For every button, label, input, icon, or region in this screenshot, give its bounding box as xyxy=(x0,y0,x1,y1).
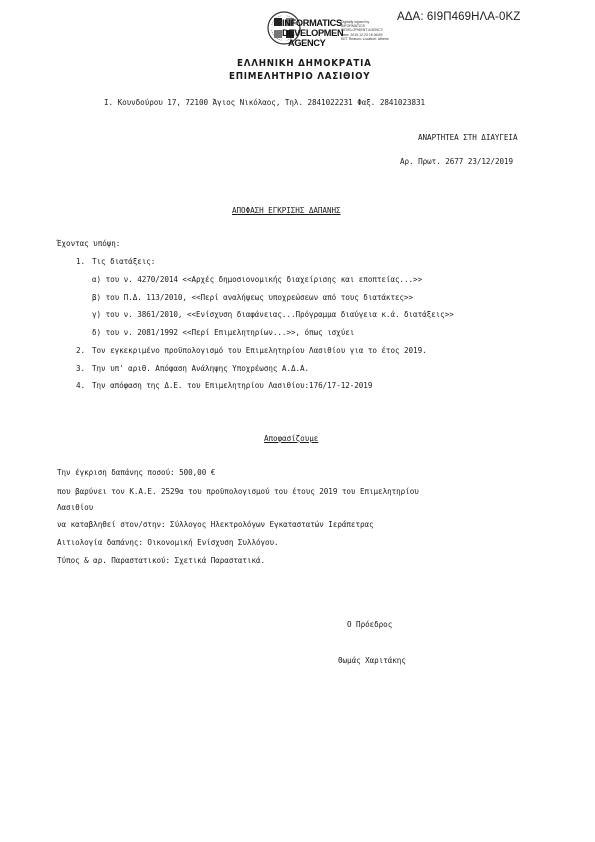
header-address: Ι. Κουνδούρου 17, 72100 Άγιος Νικόλαος, Τηλ. 2841022231 Φαξ. 2841023831 xyxy=(104,98,426,107)
approval-amount: Την έγκριση δαπάνης ποσού: 500,00 € xyxy=(57,468,216,477)
list-number-4: 4. xyxy=(76,381,86,390)
list-item-2: Τον εγκεκριμένο προϋπολογισμό του Επιμελητηρίου Λασιθίου για το έτος 2019. xyxy=(92,346,427,355)
list-number-2: 2. xyxy=(76,346,86,355)
list-item-3: Την υπ' αριθ. Απόφαση Ανάληψης Υποχρέωσης Α.Δ.Α. xyxy=(92,364,310,373)
digital-signature-stamp xyxy=(266,10,389,50)
list-item-1: Τις διατάξεις: xyxy=(92,257,156,266)
justification-line: Αιτιολογία δαπάνης: Οικονομική Ενίσχυση Συλλόγου. xyxy=(57,538,279,547)
considering-label: Έχοντας υπόψη: xyxy=(57,239,121,248)
decision-heading: Αποφασίζουμε xyxy=(264,434,319,443)
budget-code-line-cont: Λασιθίου xyxy=(57,503,94,512)
signature-details: Digitally signed by INFORMATICS DEVELOPMENT AGENCY Date: 2019.12.23 15:36:59 EET Reason: Location: Athens xyxy=(341,20,389,41)
list-item-4: Την απόφαση της Δ.Ε. του Επιμελητηρίου Λασιθίου:176/17-12-2019 xyxy=(92,381,373,390)
sub-item-a: α) του ν. 4270/2014 <<Αρχές δημοσιονομικής διαχείρισης και εποπτείας...>> xyxy=(92,275,423,284)
posting-note: ΑΝΑΡΤΗΤΕΑ ΣΤΗ ΔΙΑΥΓΕΙΑ xyxy=(418,133,518,142)
list-number-1: 1. xyxy=(76,257,86,266)
logo-text-1: INFORMATICS xyxy=(282,18,342,28)
sub-item-d: δ) του ν. 2081/1992 <<Περί Επιμελητηρίων...>>, όπως ισχύει xyxy=(92,328,355,337)
document-type-line: Τύπος & αρ. Παραστατικού: Σχετικά Παραστατικά. xyxy=(57,556,266,565)
sub-item-c: γ) του ν. 3861/2010, <<Ενίσχυση διαφάνειας...Πρόγραμμα διαύγεια κ.ά. διατάξεις>> xyxy=(92,310,454,319)
header-republic: ΕΛΛΗΝΙΚΗ ΔΗΜΟΚΡΑΤΙΑ xyxy=(237,58,372,69)
ada-code: ΑΔΑ: 6Ι9Π469ΗΛΑ-0ΚΖ xyxy=(397,11,521,23)
budget-code-line: που βαρύνει τον Κ.Α.Ε. 2529α του προϋπολογισμού του έτους 2019 του Επιμελητηρίου xyxy=(57,487,419,496)
signatory-name: Θωμάς Χαριτάκης xyxy=(338,656,406,665)
list-number-3: 3. xyxy=(76,364,86,373)
header-chamber: ΕΠΙΜΕΛΗΤΗΡΙΟ ΛΑΣΙΘΙΟΥ xyxy=(229,71,371,82)
sub-item-b: β) του Π.Δ. 113/2010, <<Περί αναλήψεως υποχρεώσεων από τους διατάκτες>> xyxy=(92,293,414,302)
logo-text-3: AGENCY xyxy=(288,38,326,48)
document-title: ΑΠΟΦΑΣΗ ΕΓΚΡΙΣΗΣ ΔΑΠΑΝΗΣ xyxy=(232,206,341,215)
protocol-number: Αρ. Πρωτ. 2677 23/12/2019 xyxy=(400,157,514,166)
payee-line: να καταβληθεί στον/στην: Σύλλογος Ηλεκτρολόγων Εγκαταστατών Ιεράπετρας xyxy=(57,520,374,529)
logo-text-2: DEVELOPMEN xyxy=(282,28,344,38)
signatory-role: Ο Πρόεδρος xyxy=(347,620,393,629)
